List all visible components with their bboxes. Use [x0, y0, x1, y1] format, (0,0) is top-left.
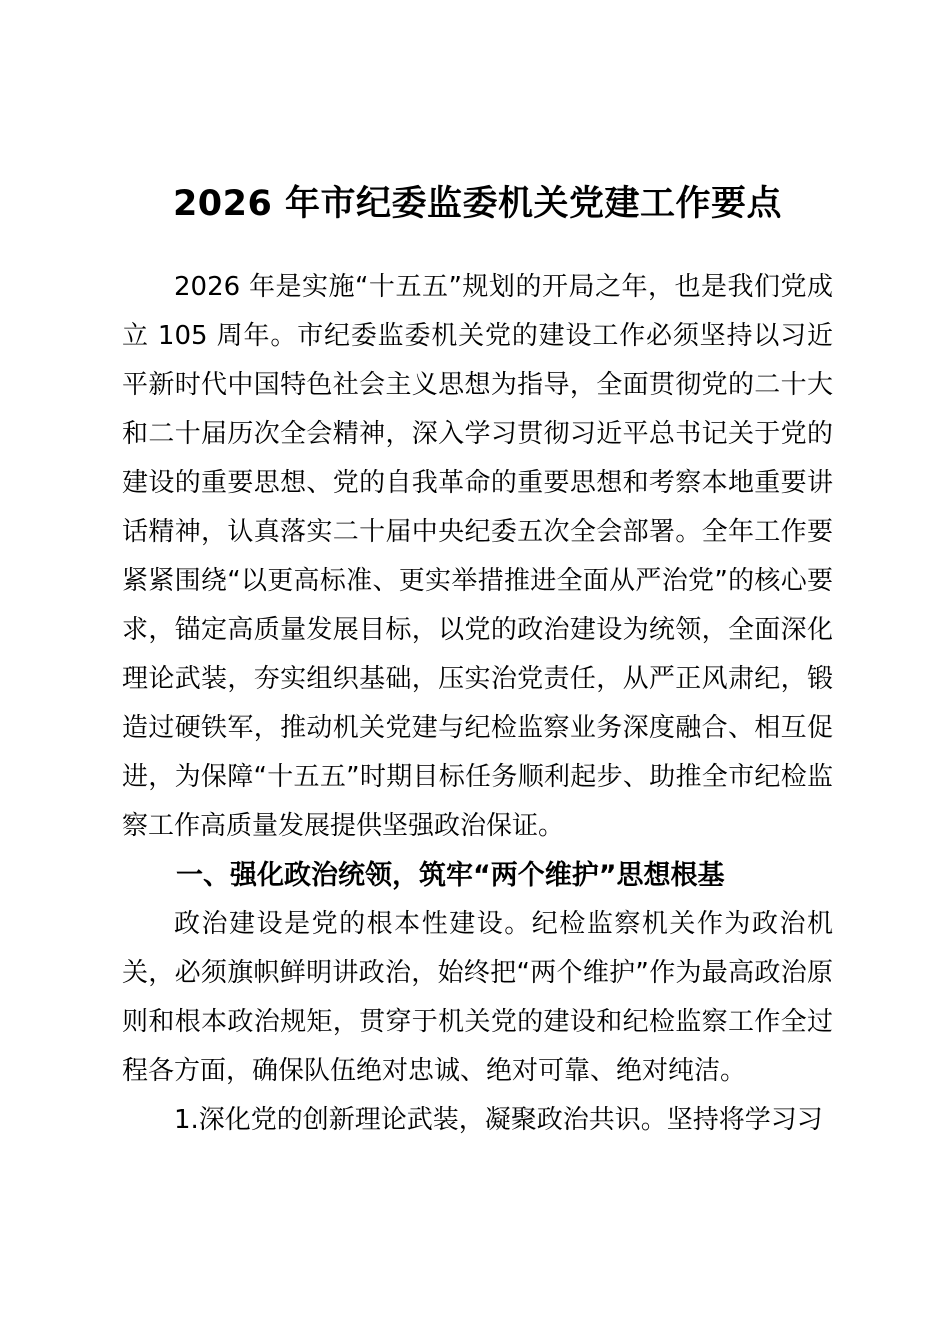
document-title: 2026 年市纪委监委机关党建工作要点: [172, 184, 783, 224]
paragraph-political-foundation: 政治建设是党的根本性建设。纪检监察机关作为政治机关，必须旗帜鲜明讲政治，始终把“两个维护”作为最高政治原则和根本政治规矩，贯穿于机关党的建设和纪检监察工作全过程各方面，确保队伍绝对忠诚、绝对可靠、绝对纯洁。: [122, 909, 833, 1086]
paragraph-overview: 2026 年是实施“十五五”规划的开局之年，也是我们党成立 105 周年。市纪委监委机关党的建设工作必须坚持以习近平新时代中国特色社会主义思想为指导，全面贯彻党的二十大和二十届历次全会精神，深入学习贯彻习近平总书记关于党的建设的重要思想、党的自我革命的重要思想和考察本地重要讲话精神，认真落实二十届中央纪委五次全会部署。全年工作要紧紧围绕“以更高标准、更实举措推进全面从严治党”的核心要求，锚定高质量发展目标，以党的政治建设为统领，全面深化理论武装，夯实组织基础，压实治党责任，从严正风肃纪，锻造过硬铁军，推动机关党建与纪检监察业务深度融合、相互促进，为保障“十五五”时期目标任务顺利起步、助推全市纪检监察工作高质量发展提供坚强政治保证。: [122, 272, 833, 841]
paragraph-point-1-partial: 1.深化党的创新理论武装，凝聚政治共识。坚持将学习习: [174, 1105, 823, 1135]
section-heading-1: 一、强化政治统领，筑牢“两个维护”思想根基: [176, 860, 725, 891]
